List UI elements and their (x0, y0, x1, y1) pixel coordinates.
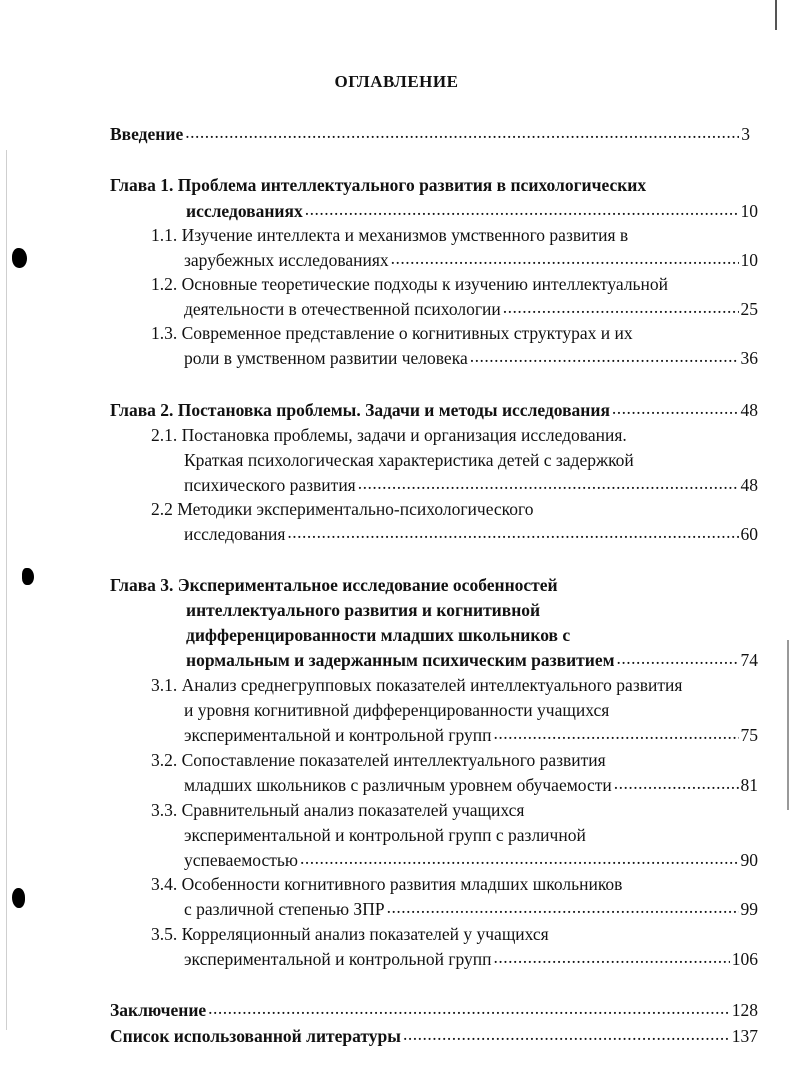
dot-leader (208, 998, 730, 1016)
toc-entry-label: успеваемостью (184, 849, 298, 870)
dot-leader (391, 248, 739, 266)
toc-entry-label: зарубежных исследованиях (184, 249, 389, 270)
dot-leader (494, 947, 730, 965)
dot-leader (185, 122, 739, 140)
dot-leader (503, 297, 739, 315)
toc-entry-references (110, 1024, 758, 1047)
toc-page-number: 48 (740, 474, 758, 495)
toc-page-number: 3 (741, 123, 750, 144)
dot-leader (617, 648, 739, 666)
toc-entry-chapter-3 (186, 648, 758, 671)
dot-leader (358, 473, 739, 491)
toc-entry-label: экспериментальной и контрольной групп (184, 948, 492, 969)
section-1-1-heading: 1.1. Изучение интеллекта и механизмов умственного развития в (151, 225, 629, 245)
binding-hole-mark (22, 568, 34, 585)
toc-entry-section-1-1 (184, 248, 758, 271)
toc-entry-section-2-1 (184, 473, 758, 496)
section-1-3-heading: 1.3. Современное представление о когнитивных структурах и их (151, 323, 633, 343)
toc-entry-label: Введение (110, 123, 184, 144)
section-3-3-heading: 3.3. Сравнительный анализ показателей учащихся (151, 800, 525, 820)
toc-page-number: 74 (740, 649, 758, 670)
toc-entry-section-3-2 (184, 773, 758, 796)
toc-page-number: 99 (740, 898, 758, 919)
toc-page-number: 60 (740, 523, 758, 544)
toc-page-number: 90 (740, 849, 758, 870)
scan-edge-mark (787, 640, 789, 810)
toc-page-number: 25 (740, 298, 758, 319)
section-3-3-heading-cont: экспериментальной и контрольной групп с различной (184, 825, 586, 845)
dot-leader (403, 1024, 730, 1042)
chapter-1-heading: Глава 1. Проблема интеллектуального развития в психологических (110, 175, 647, 195)
section-1-2-heading: 1.2. Основные теоретические подходы к изучению интеллектуальной (151, 274, 669, 294)
dot-leader (470, 346, 739, 364)
section-2-2-heading: 2.2 Методики экспериментально-психологического (151, 499, 534, 519)
dot-leader (305, 199, 739, 217)
binding-hole-mark (12, 248, 27, 268)
section-3-2-heading: 3.2. Сопоставление показателей интеллектуального развития (151, 750, 606, 770)
toc-page-number: 137 (731, 1025, 758, 1046)
dot-leader (387, 897, 739, 915)
toc-page-number: 128 (731, 999, 758, 1020)
toc-entry-label: экспериментальной и контрольной групп (184, 724, 492, 745)
chapter-3-heading-cont: интеллектуального развития и когнитивной (186, 600, 541, 620)
toc-page-number: 10 (740, 249, 758, 270)
toc-page-number: 48 (740, 399, 758, 420)
toc-page-number: 36 (740, 347, 758, 368)
toc-entry-label: исследованиях (186, 200, 303, 221)
chapter-3-heading-cont: дифференцированности младших школьников с (186, 625, 571, 645)
binding-hole-mark (12, 888, 25, 908)
toc-entry-label: Список использованной литературы (110, 1025, 401, 1046)
toc-entry-section-2-2 (184, 522, 758, 545)
toc-page-number: 106 (731, 948, 758, 969)
toc-entry-intro (110, 122, 750, 145)
toc-entry-label: психического развития (184, 474, 356, 495)
section-3-1-heading: 3.1. Анализ среднегрупповых показателей интеллектуального развития (151, 675, 683, 695)
toc-entry-chapter-2 (110, 398, 758, 421)
toc-entry-label: с различной степенью ЗПР (184, 898, 385, 919)
dot-leader (300, 848, 739, 866)
dot-leader (612, 398, 739, 416)
toc-entry-label: младших школьников с различным уровнем обучаемости (184, 774, 612, 795)
section-3-4-heading: 3.4. Особенности когнитивного развития младших школьников (151, 874, 623, 894)
section-3-1-heading-cont: и уровня когнитивной дифференцированности учащихся (184, 700, 610, 720)
toc-entry-conclusion (110, 998, 758, 1021)
toc-entry-label: нормальным и задержанным психическим развитием (186, 649, 615, 670)
toc-entry-section-3-4 (184, 897, 758, 920)
dot-leader (614, 773, 739, 791)
chapter-3-heading: Глава 3. Экспериментальное исследование особенностей (110, 575, 558, 595)
dot-leader (494, 723, 739, 741)
toc-entry-section-1-2 (184, 297, 758, 320)
toc-entry-section-3-3 (184, 848, 758, 871)
toc-entry-section-3-5 (184, 947, 758, 970)
toc-entry-label: роли в умственном развитии человека (184, 347, 468, 368)
toc-entry-label: Заключение (110, 999, 207, 1020)
toc-entry-chapter-1 (186, 199, 758, 222)
toc-page-number: 75 (740, 724, 758, 745)
section-2-1-heading: 2.1. Постановка проблемы, задачи и организация исследования. (151, 425, 627, 445)
toc-entry-section-1-3 (184, 346, 758, 369)
section-2-1-heading-cont: Краткая психологическая характеристика детей с задержкой (184, 450, 634, 470)
scan-edge-mark (6, 150, 7, 1030)
section-3-5-heading: 3.5. Корреляционный анализ показателей у учащихся (151, 924, 549, 944)
toc-entry-label: Глава 2. Постановка проблемы. Задачи и методы исследования (110, 399, 610, 420)
toc-entry-label: исследования (184, 523, 286, 544)
page-title: ОГЛАВЛЕНИЕ (334, 72, 459, 91)
toc-page-number: 10 (740, 200, 758, 221)
scan-edge-mark (775, 0, 777, 30)
toc-entry-section-3-1 (184, 723, 758, 746)
dot-leader (287, 522, 738, 540)
toc-page-number: 81 (740, 774, 758, 795)
toc-entry-label: деятельности в отечественной психологии (184, 298, 501, 319)
